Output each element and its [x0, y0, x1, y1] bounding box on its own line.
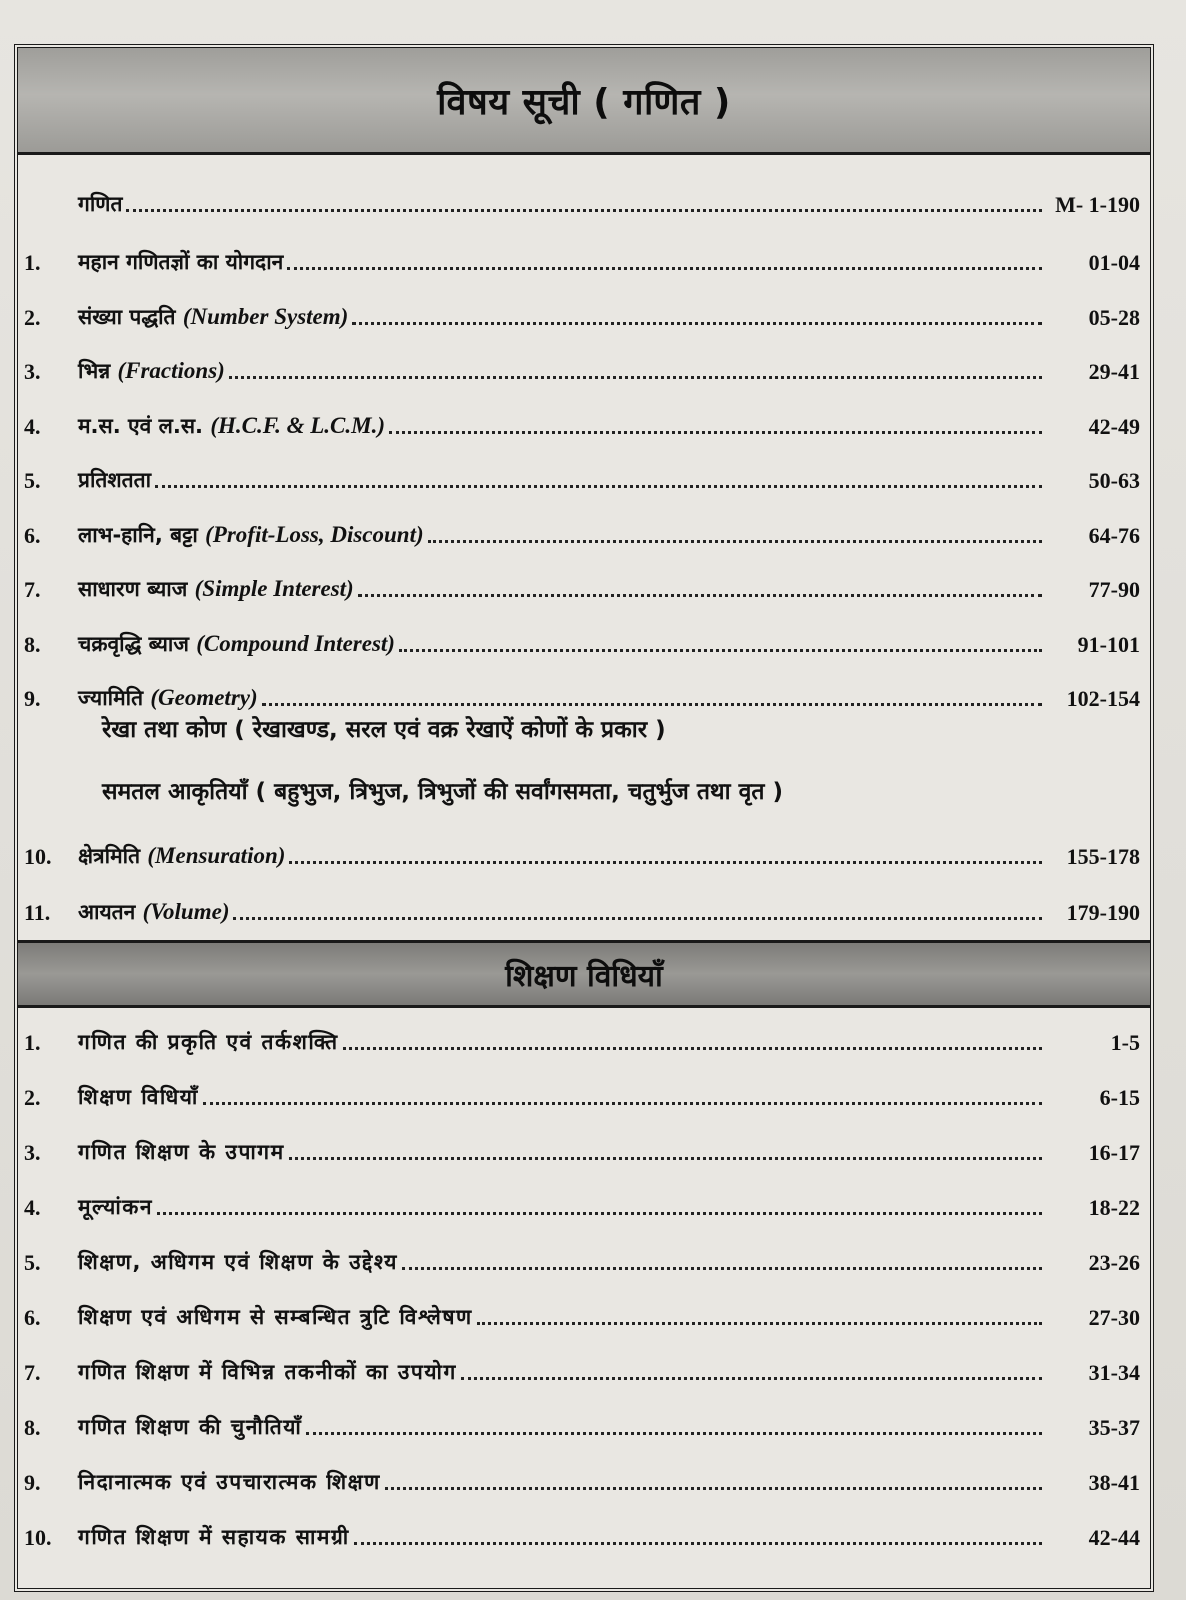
toc-row-title-english: (H.C.F. & L.C.M.) [210, 412, 385, 438]
toc-row [18, 672, 1150, 712]
toc-row-title [78, 248, 283, 276]
toc-row-number: 8. [24, 631, 41, 657]
header-band [18, 48, 1150, 155]
toc-row [18, 454, 1150, 494]
toc-row [18, 1071, 1150, 1111]
toc-row-title-hindi: संख्या पद्धति [78, 304, 176, 329]
toc-row-pages: 35-37 [1088, 1415, 1140, 1440]
toc-row-title [78, 1358, 457, 1386]
toc-row-pages: 179-190 [1066, 900, 1140, 925]
toc-row-title [78, 575, 354, 603]
toc-row-number: 9. [24, 1470, 41, 1495]
toc-row-title [78, 1248, 398, 1276]
toc-row [18, 400, 1150, 440]
toc-row-number: 4. [24, 413, 41, 439]
leader-dots [203, 1102, 1042, 1105]
toc-row-number: 8. [24, 1415, 41, 1440]
toc-row [18, 1126, 1150, 1166]
toc-row-title-hindi: गणित शिक्षण में सहायक सामग्री [78, 1525, 350, 1549]
leader-dots [354, 1542, 1042, 1545]
maths-intro-label: गणित [78, 192, 123, 216]
leader-dots [461, 1377, 1042, 1380]
toc-row-number: 2. [24, 1085, 41, 1110]
toc-row-pages: 05-28 [1088, 304, 1140, 330]
toc-row-pages: 38-41 [1088, 1470, 1140, 1495]
leader-dots [287, 267, 1042, 270]
toc-row [18, 236, 1150, 276]
toc-row-title-hindi: शिक्षण एवं अधिगम से सम्बन्धित त्रुटि विश्लेषण [78, 1305, 473, 1329]
toc-row-pages: 102-154 [1066, 686, 1140, 711]
toc-row-number: 6. [24, 1305, 41, 1330]
toc-row-title-hindi: क्षेत्रमिति [78, 844, 141, 868]
toc-row-pages: 18-22 [1088, 1195, 1140, 1220]
toc-row-title-hindi: प्रतिशतता [78, 468, 152, 492]
toc-row [18, 1236, 1150, 1276]
toc-row-title [78, 842, 285, 870]
toc-row-title-hindi: गणित शिक्षण की चुनौतियाँ [78, 1415, 303, 1439]
toc-row-pages: 31-34 [1088, 1360, 1140, 1385]
toc-row [18, 345, 1150, 385]
toc-row-title [78, 630, 395, 658]
toc-row-title-english: (Mensuration) [147, 843, 286, 868]
toc-row-title [78, 898, 229, 926]
toc-row-title [78, 521, 424, 549]
toc-row-title-hindi: भिन्न [78, 359, 111, 383]
toc-row-pages: 42-49 [1088, 413, 1140, 439]
toc-row-title-hindi: निदानात्मक एवं उपचारात्मक शिक्षण [78, 1470, 381, 1494]
toc-row-title [78, 1303, 473, 1331]
toc-row [18, 830, 1150, 870]
section-band-pedagogy [18, 940, 1150, 1008]
toc-row-title [78, 303, 348, 331]
toc-row-number: 10. [24, 1525, 52, 1550]
toc-row-title [78, 684, 258, 712]
toc-row [18, 618, 1150, 658]
leader-dots [262, 703, 1042, 706]
toc-row-pages: 42-44 [1088, 1525, 1140, 1550]
leader-dots [306, 1432, 1042, 1435]
leader-dots [289, 1157, 1042, 1160]
toc-row-number: 7. [24, 1360, 41, 1385]
geometry-sub-2: समतल आकृतियाँ ( बहुभुज, त्रिभुज, त्रिभुजों की सर्वांगसमता, चतुर्भुज तथा वृत ) [102, 779, 784, 805]
leader-dots [343, 1047, 1042, 1050]
geometry-sub-1: रेखा तथा कोण ( रेखाखण्ड, सरल एवं वक्र रेखाऐं कोणों के प्रकार ) [102, 717, 666, 743]
toc-row-pages: 6-15 [1099, 1085, 1140, 1110]
toc-row-title [78, 1083, 199, 1111]
leader-dots [402, 1267, 1042, 1270]
toc-row-number: 10. [24, 844, 52, 869]
toc-row-title-english: (Simple Interest) [194, 576, 354, 601]
toc-row-title [78, 412, 385, 440]
toc-row-title-english: (Geometry) [150, 685, 258, 710]
toc-row-number: 3. [24, 359, 41, 384]
leader-dots [289, 861, 1042, 864]
leader-dots [155, 485, 1042, 488]
toc-row-number: 11. [24, 900, 51, 925]
toc-row-number: 3. [24, 1140, 41, 1165]
leader-dots [428, 540, 1042, 543]
leader-dots [352, 322, 1042, 325]
toc-row-number: 5. [24, 1250, 41, 1275]
toc-row-title-hindi: लाभ-हानि, बट्टा [78, 522, 198, 547]
toc-row-pages: 29-41 [1088, 359, 1140, 384]
leader-dots [399, 649, 1042, 652]
toc-row [18, 1511, 1150, 1551]
toc-row-title [78, 1193, 153, 1221]
toc-row-title [78, 357, 225, 385]
toc-row-title-hindi: गणित शिक्षण में विभिन्न तकनीकों का उपयोग [78, 1360, 457, 1384]
toc-row-number: 1. [24, 1030, 41, 1055]
toc-row-title-hindi: आयतन [78, 900, 136, 924]
toc-row-title [78, 1028, 339, 1056]
toc-row-pages: 01-04 [1088, 250, 1140, 275]
maths-intro-pages: M- 1-190 [1055, 192, 1140, 217]
leader-dots [385, 1487, 1042, 1490]
toc-row [18, 291, 1150, 331]
toc-row-title-english: (Compound Interest) [196, 630, 395, 656]
toc-row-number: 9. [24, 686, 41, 711]
toc-row-pages: 27-30 [1088, 1305, 1140, 1330]
toc-row [18, 1181, 1150, 1221]
toc-row [18, 1401, 1150, 1441]
leader-dots [233, 917, 1042, 920]
toc-row-pages: 16-17 [1088, 1140, 1140, 1165]
toc-row [18, 886, 1150, 926]
toc-row-title-hindi: म.स. एवं ल.स. [78, 413, 204, 438]
toc-row [18, 1016, 1150, 1056]
toc-row [18, 1456, 1150, 1496]
toc-row [18, 1291, 1150, 1331]
toc-row-pages: 64-76 [1088, 522, 1140, 548]
toc-row-title [78, 466, 151, 494]
toc-row-title-hindi: महान गणितज्ञों का योगदान [78, 250, 284, 274]
toc-row [18, 1346, 1150, 1386]
leader-dots [358, 594, 1042, 597]
toc-row-title-hindi: ज्यामिति [78, 686, 144, 710]
leader-dots [229, 376, 1042, 379]
toc-row-number: 6. [24, 522, 41, 548]
leader-dots [389, 431, 1042, 434]
toc-row-number: 7. [24, 577, 41, 602]
toc-row-title-hindi: मूल्यांकन [78, 1195, 154, 1219]
page-title: विषय सूची ( गणित ) [437, 81, 731, 123]
toc-row [18, 563, 1150, 603]
leader-dots [477, 1322, 1042, 1325]
maths-intro-row [18, 178, 1150, 218]
toc-row-title [78, 1413, 302, 1441]
toc-row-pages: 77-90 [1088, 577, 1140, 602]
section-title-pedagogy: शिक्षण विधियाँ [505, 958, 663, 994]
toc-row-number: 1. [24, 250, 41, 275]
toc-row-title [78, 1523, 350, 1551]
toc-row-title-english: (Number System) [182, 303, 349, 329]
toc-row-number: 5. [24, 468, 41, 493]
toc-row-title-hindi: गणित शिक्षण के उपागम [78, 1140, 285, 1164]
toc-row-title-hindi: चक्रवृद्धि ब्याज [78, 631, 189, 656]
toc-row-title [78, 1138, 285, 1166]
toc-row-pages: 50-63 [1088, 468, 1140, 493]
toc-row-title-hindi: साधारण ब्याज [78, 577, 188, 601]
toc-row-pages: 155-178 [1066, 844, 1140, 869]
toc-row-title [78, 1468, 381, 1496]
toc-row-title-hindi: गणित की प्रकृति एवं तर्कशक्ति [78, 1030, 339, 1054]
toc-row-title-english: (Volume) [142, 899, 230, 924]
toc-row-title-hindi: शिक्षण विधियाँ [78, 1085, 199, 1109]
contents-frame [14, 44, 1154, 1592]
leader-dots [126, 209, 1042, 212]
toc-row-title-english: (Fractions) [117, 358, 225, 383]
toc-row-number: 4. [24, 1195, 41, 1220]
toc-row-title-hindi: शिक्षण, अधिगम एवं शिक्षण के उद्देश्य [78, 1250, 398, 1274]
toc-row-title-english: (Profit-Loss, Discount) [205, 521, 424, 547]
toc-row-pages: 91-101 [1077, 631, 1140, 657]
leader-dots [157, 1212, 1042, 1215]
toc-row [18, 509, 1150, 549]
toc-row-pages: 23-26 [1088, 1250, 1140, 1275]
toc-row-pages: 1-5 [1110, 1030, 1140, 1055]
toc-row-number: 2. [24, 304, 41, 330]
